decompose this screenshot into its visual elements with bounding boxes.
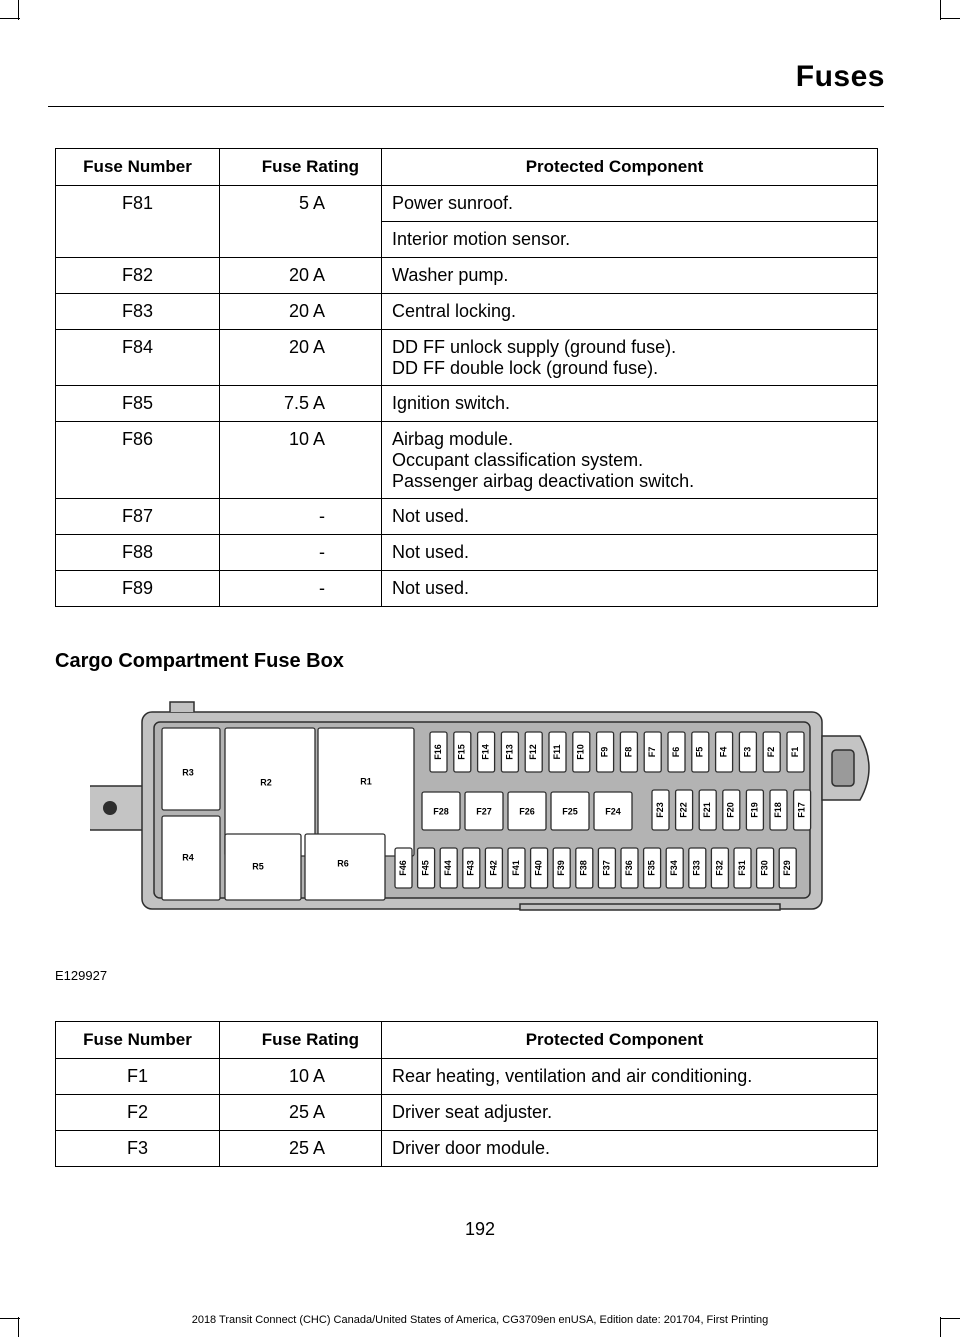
fuse-label: F38 xyxy=(578,860,589,876)
fuse-rating-cell: - xyxy=(220,535,382,571)
fuse-label: F27 xyxy=(476,806,492,817)
crop-mark xyxy=(0,18,20,19)
component-line: Washer pump. xyxy=(392,265,509,285)
relay-label: R3 xyxy=(182,767,194,778)
table-row xyxy=(56,330,878,386)
protected-component-cell xyxy=(382,386,878,422)
fuse-number-cell: F1 xyxy=(56,1059,220,1095)
fuse-rating-cell: 20 A xyxy=(220,294,382,330)
relay-label: R5 xyxy=(252,861,264,872)
fuse-label: F43 xyxy=(465,860,476,876)
fuse-label: F40 xyxy=(533,860,544,876)
fuse-rating-cell: 5 A xyxy=(220,186,382,222)
title-divider xyxy=(48,106,884,107)
table-header-row xyxy=(56,1022,878,1059)
fuse-label: F16 xyxy=(432,744,443,760)
fuse-number-cell: F2 xyxy=(56,1095,220,1131)
fuse-label: F10 xyxy=(575,744,586,760)
crop-mark xyxy=(18,0,19,20)
component-line: DD FF unlock supply (ground fuse). xyxy=(392,337,677,357)
fuse-number-cell: F86 xyxy=(56,422,220,499)
fuse-label: F26 xyxy=(519,806,535,817)
housing-clip xyxy=(170,702,194,712)
footer-text: 2018 Transit Connect (CHC) Canada/United States of America, CG3709en enUSA, Edition date: 201704, First Printing xyxy=(191,1314,769,1326)
protected-component-cell: Driver door module. xyxy=(382,1131,878,1167)
crop-mark xyxy=(940,0,941,20)
fuse-rating-cell: 25 A xyxy=(220,1131,382,1167)
fuse-label: F17 xyxy=(796,802,807,818)
fuse-label: F39 xyxy=(556,860,567,876)
fuse-rating-cell: 7.5 A xyxy=(220,386,382,422)
fuse-number-cell: F89 xyxy=(56,571,220,607)
fuse-label: F1 xyxy=(789,746,800,758)
component-line: Occupant classification system. xyxy=(392,450,644,470)
table-row xyxy=(56,186,878,222)
column-header-protected-component: Protected Component xyxy=(382,1022,878,1059)
fuse-rating-cell: - xyxy=(220,499,382,535)
fuse-rating-cell: 20 A xyxy=(220,258,382,294)
fuse-table-cargo xyxy=(55,1021,878,1167)
table-row xyxy=(56,499,878,535)
fuse-label: F44 xyxy=(443,860,454,876)
fuse-number-cell: F84 xyxy=(56,330,220,386)
housing-latch xyxy=(520,904,780,910)
protected-component-cell xyxy=(382,294,878,330)
fuse-rating-cell: 10 A xyxy=(220,1059,382,1095)
fuse-number-cell-empty xyxy=(56,222,220,258)
protected-component-cell xyxy=(382,499,878,535)
fuse-label: F19 xyxy=(749,802,760,818)
fuse-label: F11 xyxy=(551,744,562,760)
fuse-number-cell: F3 xyxy=(56,1131,220,1167)
fuse-label: F42 xyxy=(488,860,499,876)
table-header-row xyxy=(56,149,878,186)
fuse-label: F6 xyxy=(670,746,681,758)
component-line: Not used. xyxy=(392,578,470,598)
fuse-label: F34 xyxy=(669,860,680,876)
protected-component-cell: Driver seat adjuster. xyxy=(382,1095,878,1131)
table-row xyxy=(56,1131,878,1167)
relay-label: R4 xyxy=(182,852,194,863)
table-row xyxy=(56,294,878,330)
protected-component-cell: Interior motion sensor. xyxy=(382,222,878,258)
relay-label: R1 xyxy=(360,776,372,787)
fuse-rating-cell: 10 A xyxy=(220,422,382,499)
mounting-hole xyxy=(103,801,117,815)
fuse-number-cell: F81 xyxy=(56,186,220,222)
column-header-fuse-rating: Fuse Rating xyxy=(220,1022,382,1059)
fuse-label: F24 xyxy=(605,806,621,817)
fuse-label: F9 xyxy=(599,746,610,758)
relay-label: R6 xyxy=(337,858,349,869)
fuse-label: F2 xyxy=(766,746,777,758)
table-row xyxy=(56,1059,878,1095)
cargo-fuse-box-diagram xyxy=(90,698,960,920)
connector-right-inner xyxy=(832,750,854,786)
fuse-label: F21 xyxy=(702,802,713,818)
fuse-rating-cell-empty xyxy=(220,222,382,258)
page-title: Fuses xyxy=(795,60,885,93)
fuse-label: F14 xyxy=(480,744,491,760)
table-row xyxy=(56,386,878,422)
fuse-label: F35 xyxy=(646,860,657,876)
fuse-label: F37 xyxy=(601,860,612,876)
column-header-fuse-rating: Fuse Rating xyxy=(220,149,382,186)
fuse-number-cell: F82 xyxy=(56,258,220,294)
fuse-label: F32 xyxy=(714,860,725,876)
fuse-number-cell: F83 xyxy=(56,294,220,330)
table-row xyxy=(56,1095,878,1131)
fuse-label: F25 xyxy=(562,806,578,817)
fuse-label: F15 xyxy=(456,744,467,760)
fuse-label: F36 xyxy=(623,860,634,876)
column-header-protected-component: Protected Component xyxy=(382,149,878,186)
relay-label: R2 xyxy=(260,777,272,788)
fuse-label: F22 xyxy=(678,802,689,818)
fuse-label: F41 xyxy=(510,860,521,876)
fuse-label: F5 xyxy=(694,746,705,758)
component-line: Not used. xyxy=(392,506,470,526)
fuse-label: F31 xyxy=(736,860,747,876)
component-line: DD FF double lock (ground fuse). xyxy=(392,358,659,378)
protected-component-cell xyxy=(382,330,878,386)
protected-component-cell xyxy=(382,571,878,607)
table-row xyxy=(56,422,878,499)
fuse-rating-cell: - xyxy=(220,571,382,607)
fuse-number-cell: F87 xyxy=(56,499,220,535)
fuse-rating-cell: 25 A xyxy=(220,1095,382,1131)
component-line: Central locking. xyxy=(392,301,517,321)
fuse-label: F13 xyxy=(504,744,515,760)
fuse-label: F46 xyxy=(397,860,408,876)
fuse-label: F20 xyxy=(725,802,736,818)
fuse-label: F33 xyxy=(691,860,702,876)
crop-mark xyxy=(940,18,960,19)
table-row xyxy=(56,535,878,571)
protected-component-cell xyxy=(382,422,878,499)
component-line: Ignition switch. xyxy=(392,393,511,413)
fuse-label: F7 xyxy=(647,746,658,758)
fuse-label: F45 xyxy=(420,860,431,876)
protected-component-cell xyxy=(382,258,878,294)
fuse-number-cell: F85 xyxy=(56,386,220,422)
section-heading: Cargo Compartment Fuse Box xyxy=(55,650,344,672)
fuse-label: F4 xyxy=(718,746,729,758)
fuse-table-passenger xyxy=(55,148,878,607)
protected-component-cell xyxy=(382,535,878,571)
page-number: 192 xyxy=(464,1219,496,1239)
fuse-label: F3 xyxy=(742,746,753,758)
table-row xyxy=(56,571,878,607)
component-line: Airbag module. xyxy=(392,429,514,449)
fuse-label: F30 xyxy=(759,860,770,876)
fuse-label: F28 xyxy=(433,806,449,817)
table-row xyxy=(56,222,878,258)
image-id: E129927 xyxy=(55,968,108,983)
component-line: Not used. xyxy=(392,542,470,562)
column-header-fuse-number: Fuse Number xyxy=(56,149,220,186)
protected-component-cell: Rear heating, ventilation and air conditioning. xyxy=(382,1059,878,1095)
fuse-label: F18 xyxy=(772,802,783,818)
component-line: Passenger airbag deactivation switch. xyxy=(392,471,695,491)
fuse-label: F29 xyxy=(782,860,793,876)
column-header-fuse-number: Fuse Number xyxy=(56,1022,220,1059)
table-row xyxy=(56,258,878,294)
protected-component-cell xyxy=(382,186,878,222)
fuse-number-cell: F88 xyxy=(56,535,220,571)
component-line: Power sunroof. xyxy=(392,193,514,213)
fuse-label: F23 xyxy=(654,802,665,818)
fuse-label: F8 xyxy=(623,746,634,758)
fuse-rating-cell: 20 A xyxy=(220,330,382,386)
fuse-label: F12 xyxy=(528,744,539,760)
